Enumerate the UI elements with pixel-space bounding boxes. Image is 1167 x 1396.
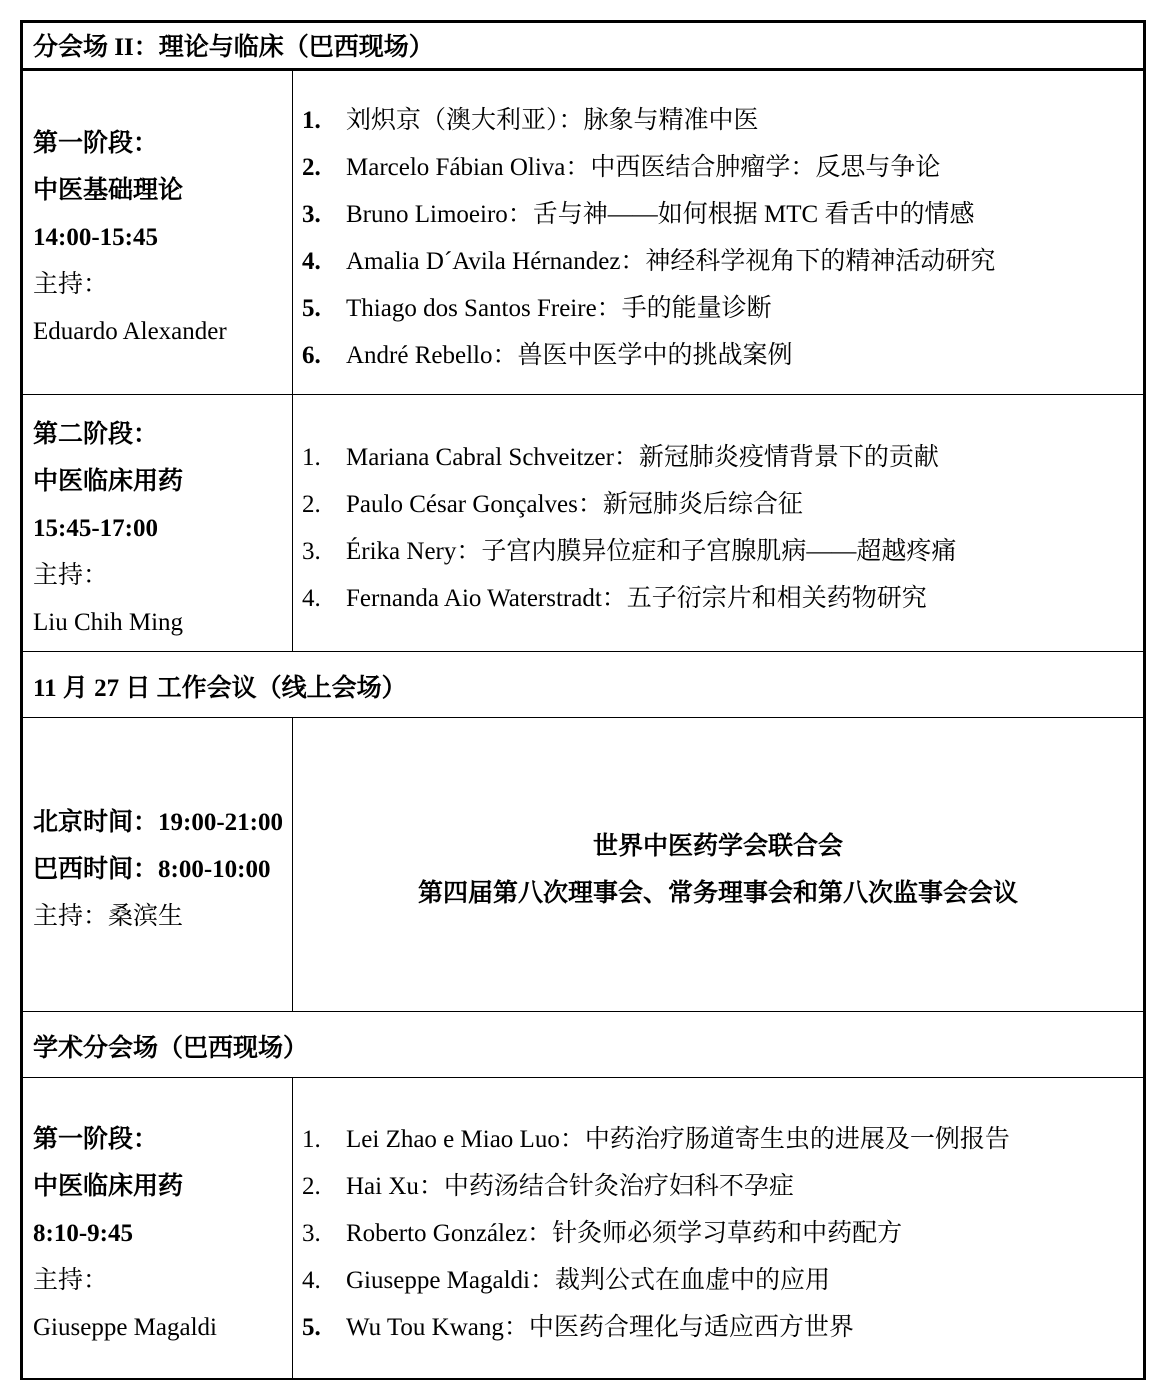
talk-text: Fernanda Aio Waterstradt：五子衍宗片和相关药物研究 xyxy=(346,585,927,612)
work-meeting-row xyxy=(23,718,1143,1012)
academic-stage-1-row xyxy=(23,1078,1143,1378)
talk-text: Roberto González：针灸师必须学习草药和中药配方 xyxy=(346,1219,903,1247)
host-label: 主持： xyxy=(33,561,109,589)
stage-topic: 中医临床用药 xyxy=(33,467,184,495)
meeting-time-cell xyxy=(23,718,293,1011)
talk-item xyxy=(302,1304,1143,1351)
talk-item xyxy=(302,1210,1143,1257)
stage-time: 14:00-15:45 xyxy=(33,224,158,251)
talk-number: 3. xyxy=(302,1219,321,1247)
stage-topic: 中医临床用药 xyxy=(33,1172,184,1200)
talk-text: Bruno Limoeiro：舌与神——如何根据 MTC 看舌中的情感 xyxy=(346,200,975,228)
session-2-header-row xyxy=(23,23,1143,71)
academic-session-header-row xyxy=(23,1012,1143,1078)
talk-number: 2. xyxy=(302,1172,321,1200)
stage-info-cell xyxy=(23,395,293,651)
talk-text: Paulo César Gonçalves：新冠肺炎后综合征 xyxy=(346,491,803,518)
talk-item xyxy=(302,1116,1143,1163)
stage-label: 第二阶段： xyxy=(33,420,159,448)
meeting-name: 第四届第八次理事会、常务理事会和第八次监事会会议 xyxy=(417,879,1018,907)
talk-text: Mariana Cabral Schveitzer：新冠肺炎疫情背景下的贡献 xyxy=(346,444,939,471)
talk-item xyxy=(302,575,1143,622)
talk-item xyxy=(302,481,1143,528)
talk-list-cell xyxy=(293,71,1143,394)
stage-topic: 中医基础理论 xyxy=(33,177,184,204)
talk-text: 刘炽京（澳大利亚）：脉象与精准中医 xyxy=(346,106,759,134)
talk-list-cell xyxy=(293,1078,1143,1378)
stage-time: 15:45-17:00 xyxy=(33,514,158,542)
talk-text: Érika Nery：子宫内膜异位症和子宫腺肌病——超越疼痛 xyxy=(346,538,957,565)
host-label: 主持： xyxy=(33,1266,109,1294)
talk-list-cell xyxy=(293,395,1143,651)
organization-name: 世界中医药学会联合会 xyxy=(592,832,843,860)
talk-item xyxy=(302,191,1143,238)
section-title: 学术分会场（巴西现场） xyxy=(33,1035,309,1062)
host-name: Giuseppe Magaldi xyxy=(33,1313,217,1341)
brazil-time: 巴西时间：8:00-10:00 xyxy=(33,856,271,883)
meeting-title-cell xyxy=(293,718,1143,1011)
talk-text: Hai Xu：中药汤结合针灸治疗妇科不孕症 xyxy=(346,1172,794,1200)
stage-info-cell xyxy=(23,1078,293,1378)
talk-number: 1. xyxy=(302,106,321,134)
talk-item xyxy=(302,332,1143,379)
talk-number: 5. xyxy=(302,1313,321,1341)
stage-1-row xyxy=(23,71,1143,395)
talk-item xyxy=(302,1257,1143,1304)
stage-info-cell xyxy=(23,71,293,394)
stage-2-row xyxy=(23,395,1143,652)
host-name: Eduardo Alexander xyxy=(33,318,227,345)
host-label: 主持： xyxy=(33,271,109,298)
talk-number: 1. xyxy=(302,1125,321,1153)
talk-number: 3. xyxy=(302,200,321,228)
talk-text: Marcelo Fábian Oliva：中西医结合肿瘤学：反思与争论 xyxy=(346,153,941,181)
talk-number: 4. xyxy=(302,247,321,275)
schedule-table xyxy=(20,20,1146,1380)
work-meeting-header-row xyxy=(23,652,1143,718)
section-title: 分会场 II：理论与临床（巴西现场） xyxy=(33,33,434,61)
stage-label: 第一阶段： xyxy=(33,130,159,157)
beijing-time: 北京时间：19:00-21:00 xyxy=(33,809,283,836)
section-title: 11 月 27 日 工作会议（线上会场） xyxy=(33,675,407,702)
talk-text: Giuseppe Magaldi：裁判公式在血虚中的应用 xyxy=(346,1266,830,1294)
talk-number: 2. xyxy=(302,491,321,518)
talk-item xyxy=(302,1163,1143,1210)
talk-number: 5. xyxy=(302,294,321,322)
talk-text: Amalia D´Avila Hérnandez：神经科学视角下的精神活动研究 xyxy=(346,247,996,275)
talk-item xyxy=(302,97,1143,144)
talk-number: 2. xyxy=(302,153,321,181)
meeting-host: 主持：桑滨生 xyxy=(33,903,184,930)
talk-number: 4. xyxy=(302,585,321,612)
stage-time: 8:10-9:45 xyxy=(33,1219,133,1247)
talk-text: Wu Tou Kwang：中医药合理化与适应西方世界 xyxy=(346,1313,854,1341)
talk-text: Lei Zhao e Miao Luo：中药治疗肠道寄生虫的进展及一例报告 xyxy=(346,1125,1010,1153)
talk-item xyxy=(302,285,1143,332)
talk-text: André Rebello：兽医中医学中的挑战案例 xyxy=(346,341,793,369)
stage-label: 第一阶段： xyxy=(33,1125,159,1153)
talk-item xyxy=(302,528,1143,575)
talk-number: 4. xyxy=(302,1266,321,1294)
talk-number: 3. xyxy=(302,538,321,565)
talk-item xyxy=(302,144,1143,191)
talk-text: Thiago dos Santos Freire：手的能量诊断 xyxy=(346,294,772,322)
talk-number: 6. xyxy=(302,341,321,369)
talk-item xyxy=(302,238,1143,285)
host-name: Liu Chih Ming xyxy=(33,608,184,636)
talk-item xyxy=(302,434,1143,481)
talk-number: 1. xyxy=(302,444,321,471)
